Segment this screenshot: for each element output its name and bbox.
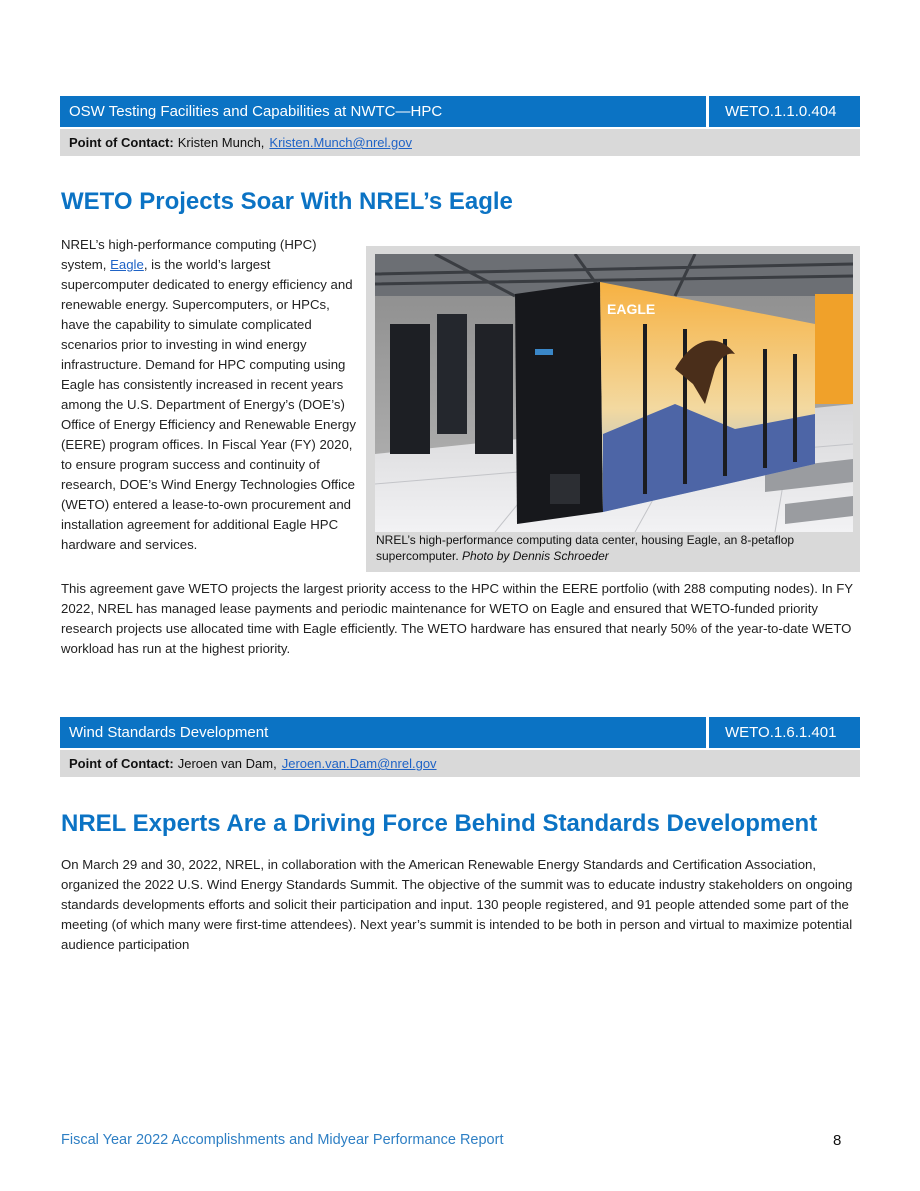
paragraph-start: NREL’s high-performance computing (HPC) system, <box>61 237 317 272</box>
section-heading-eagle: WETO Projects Soar With NREL’s Eagle <box>61 188 513 215</box>
paragraph-wrap: , is the world’s largest supercomputer dedicated to energy efficiency and renewable energy. Supercomputers, or HPCs, have the capability to simulate complicated scenarios prior to investing in wind energy infrastructure. Demand for HPC computing using Eagle has consistently increased in recent years among the U.S. Department of Energy’s (DOE’s) Office of Energy Efficiency and Renewable Energy (EERE) program offices. In Fiscal Year (FY) 2020, to ensure program success and continuity of research, DOE’s Wind Energy Technologies Office (WETO) entered a lease-to-own procurement and installation agreement for additional Eagle HPC hardware and services. <box>61 257 356 552</box>
footer-report-title: Fiscal Year 2022 Accomplishments and Midyear Performance Report <box>61 1132 504 1148</box>
poc-label: Point of Contact: <box>69 135 174 150</box>
banner-title: OSW Testing Facilities and Capabilities at NWTC—HPC <box>69 103 443 120</box>
eagle-sign: EAGLE <box>607 301 656 317</box>
banner-title: Wind Standards Development <box>69 724 269 741</box>
eagle-paragraph-continued: This agreement gave WETO projects the largest priority access to the HPC within the EERE portfolio (with 288 computing nodes). In FY 2022, NREL has managed lease payments and periodic maintenance for WETO on Eagle and ensured that WETO-funded priority research projects use allocated time with Eagle efficiently. The WETO hardware has ensured that nearly 50% of the year-to-date WETO workload has run at the highest priority. <box>61 581 853 656</box>
poc-email-link[interactable]: Jeroen.van.Dam@nrel.gov <box>281 756 437 771</box>
point-of-contact-bar <box>60 750 860 777</box>
eagle-photo <box>375 254 853 532</box>
caption-credit: Photo by Dennis Schroeder <box>462 549 609 563</box>
figure-caption <box>376 532 846 564</box>
standards-paragraph: On March 29 and 30, 2022, NREL, in collaboration with the American Renewable Energy Standards and Certification Association, organized the 2022 U.S. Wind Energy Standards Summit. The objective of the summit was to educate industry stakeholders on ongoing standards developments efforts and solicit their participation and input. 130 people registered, and 91 people attended some part of the meeting (of which many were first-time attendees). Next year’s summit is intended to be both in person and virtual to maximize potential audience participation <box>61 857 853 952</box>
caption-text: NREL’s high-performance computing data center, housing Eagle, an 8-petaflop supercomputer. <box>376 533 795 563</box>
poc-label: Point of Contact: <box>69 756 174 771</box>
page-number: 8 <box>833 1132 842 1149</box>
banner-code: WETO.1.1.0.404 <box>706 96 860 127</box>
eagle-paragraph <box>61 235 357 555</box>
section-banner-standards <box>60 717 860 748</box>
eagle-figure <box>366 246 860 572</box>
banner-code: WETO.1.6.1.401 <box>706 717 860 748</box>
eagle-link[interactable]: Eagle <box>110 257 144 272</box>
poc-name: Jeroen van Dam, <box>177 756 277 771</box>
section-banner-hpc <box>60 96 860 127</box>
poc-name: Kristen Munch, <box>177 135 265 150</box>
section-heading-standards: NREL Experts Are a Driving Force Behind Standards Development <box>61 810 818 837</box>
poc-email-link[interactable]: Kristen.Munch@nrel.gov <box>269 135 412 150</box>
point-of-contact-bar <box>60 129 860 156</box>
